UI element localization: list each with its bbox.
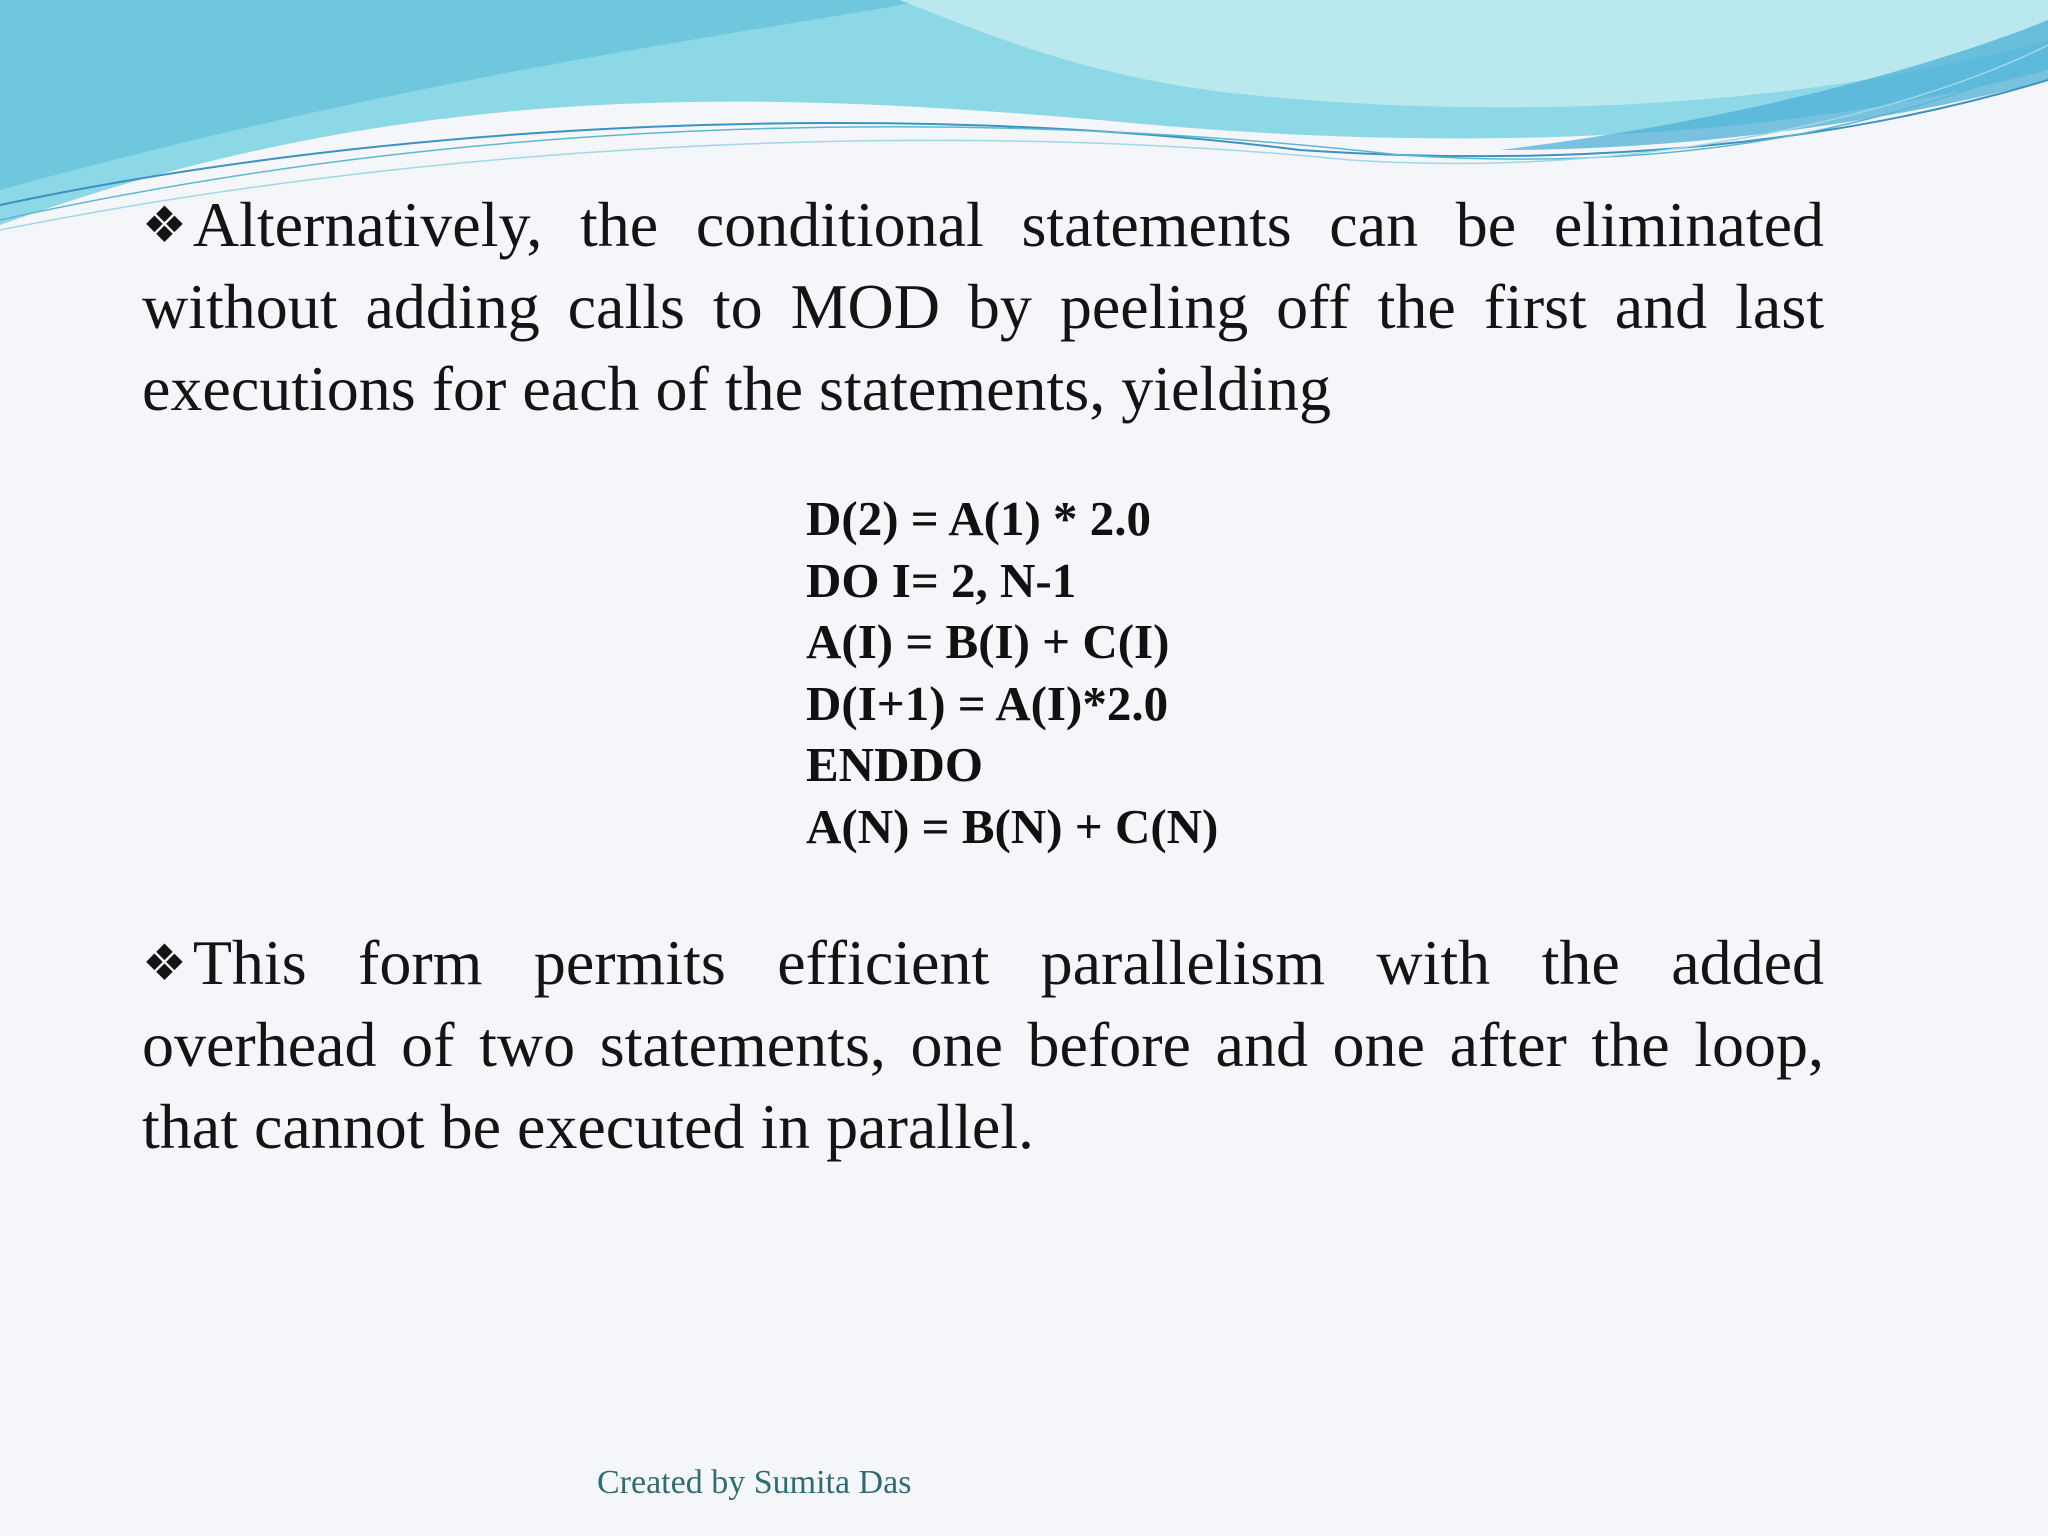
code-line: D(I+1) = A(I)*2.0 bbox=[806, 675, 1169, 731]
paragraph-parallelism bbox=[142, 922, 1824, 1168]
code-line: ENDDO bbox=[806, 737, 983, 792]
code-block bbox=[806, 488, 1218, 857]
code-line: A(N) = B(N) + C(N) bbox=[806, 798, 1219, 854]
paragraph-text: Alternatively, the conditional statements can be eliminated without adding calls to MOD by peeling off the first and last executions for each of the statements, yielding bbox=[142, 189, 1824, 424]
code-line: A(I) = B(I) + C(I) bbox=[806, 614, 1170, 669]
footer-credit: Created by Sumita Das bbox=[597, 1464, 912, 1501]
code-line: D(2) = A(1) * 2.0 bbox=[806, 491, 1152, 546]
paragraph-alternative bbox=[142, 184, 1824, 430]
diamond-bullet-icon: ❖ bbox=[142, 197, 187, 253]
code-line: DO I= 2, N-1 bbox=[806, 552, 1077, 608]
paragraph-text: This form permits efficient parallelism with the added overhead of two statements, one before and one after the loop, that cannot be executed in parallel. bbox=[142, 927, 1824, 1162]
diamond-bullet-icon: ❖ bbox=[142, 935, 187, 991]
